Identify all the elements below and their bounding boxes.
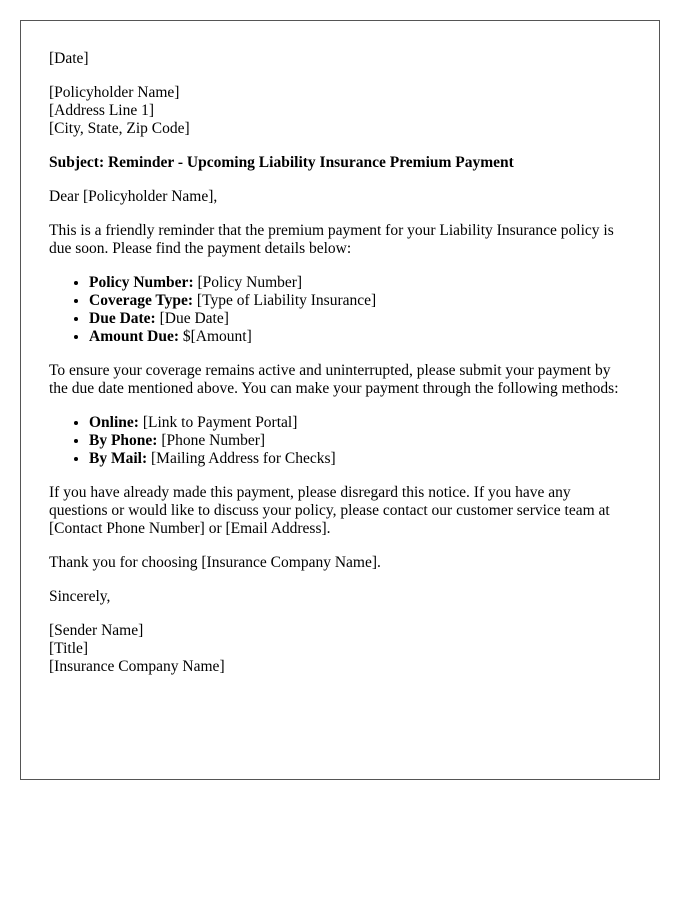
subject-line: Subject: Reminder - Upcoming Liability Insurance Premium Payment (49, 154, 514, 171)
detail-value: [Type of Liability Insurance] (193, 292, 377, 309)
intro-paragraph: This is a friendly reminder that the premium payment for your Liability Insurance policy is due soon. Please find the payment details below: (49, 222, 614, 257)
detail-label: Policy Number: (89, 274, 194, 291)
detail-amount-due (89, 328, 631, 346)
recipient-name: [Policyholder Name] (49, 84, 180, 101)
detail-value: [Due Date] (155, 310, 229, 327)
sender-title: [Title] (49, 640, 89, 657)
detail-due-date (89, 310, 631, 328)
sender-name: [Sender Name] (49, 622, 144, 639)
letter-page (20, 20, 660, 780)
closing: Sincerely, (49, 588, 111, 605)
payment-methods-list (49, 414, 631, 468)
methods-intro-paragraph: To ensure your coverage remains active and uninterrupted, please submit your payment by the due date mentioned above. You can make your payment through the following methods: (49, 362, 619, 397)
method-phone (89, 432, 631, 450)
date-text: [Date] (49, 50, 89, 67)
payment-details-list (49, 274, 631, 346)
detail-coverage-type (89, 292, 631, 310)
recipient-address (49, 84, 631, 138)
method-online (89, 414, 631, 432)
detail-value: [Policy Number] (193, 274, 303, 291)
recipient-address-line-1: [Address Line 1] (49, 102, 155, 119)
method-value: [Mailing Address for Checks] (147, 450, 336, 467)
disregard-paragraph: If you have already made this payment, please disregard this notice. If you have any questions or would like to discuss your policy, please contact our customer service team at [Contact Phone Number] or [Email Address]. (49, 484, 610, 537)
method-mail (89, 450, 631, 468)
method-value: [Link to Payment Portal] (138, 414, 298, 431)
thanks-paragraph: Thank you for choosing [Insurance Company Name]. (49, 554, 381, 571)
detail-label: Amount Due: (89, 328, 179, 345)
salutation: Dear [Policyholder Name], (49, 188, 218, 205)
detail-value: $[Amount] (179, 328, 252, 345)
method-label: By Mail: (89, 450, 148, 467)
sender-company: [Insurance Company Name] (49, 658, 225, 675)
detail-policy-number (89, 274, 631, 292)
signature-block (49, 622, 631, 676)
date (49, 50, 631, 68)
method-value: [Phone Number] (157, 432, 266, 449)
method-label: By Phone: (89, 432, 158, 449)
method-label: Online: (89, 414, 139, 431)
detail-label: Due Date: (89, 310, 156, 327)
recipient-city-state-zip: [City, State, Zip Code] (49, 120, 190, 137)
detail-label: Coverage Type: (89, 292, 194, 309)
